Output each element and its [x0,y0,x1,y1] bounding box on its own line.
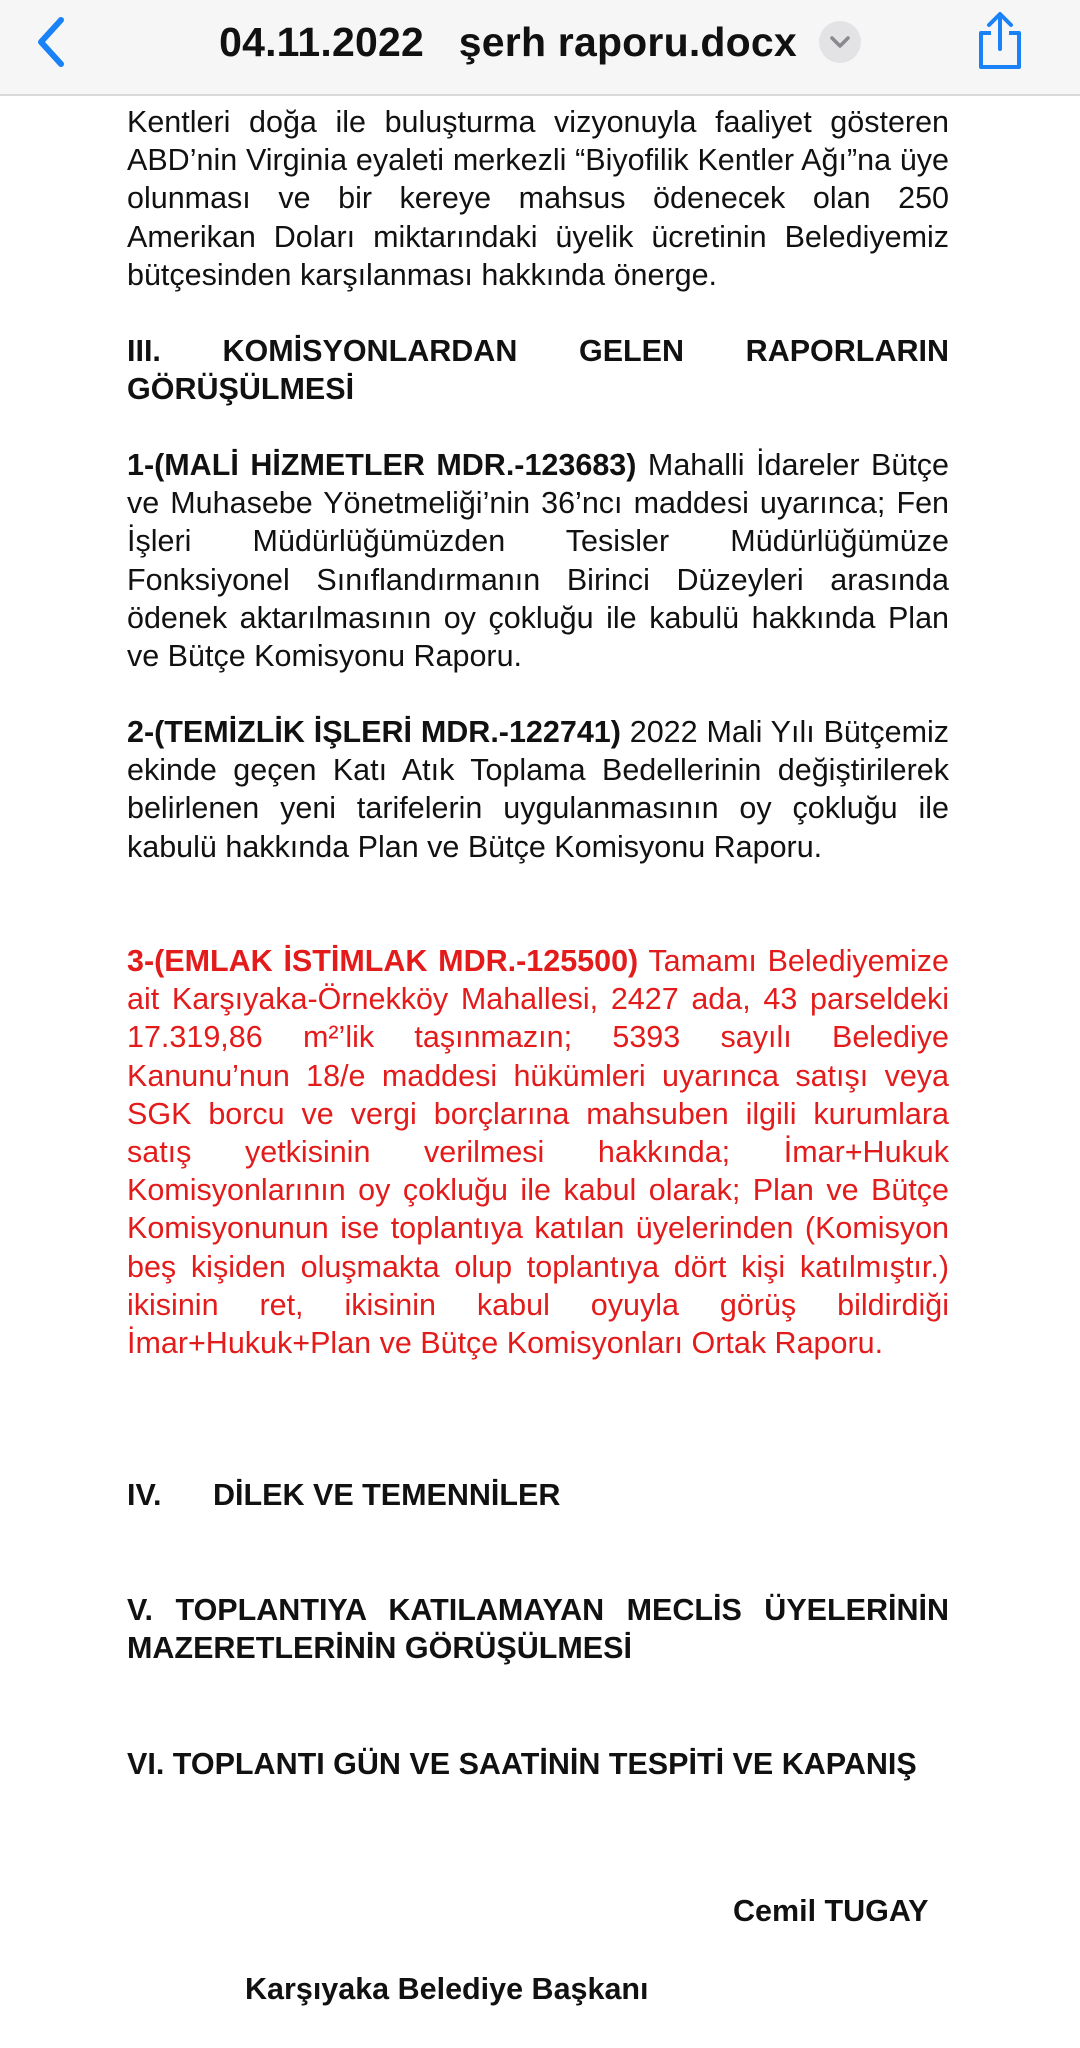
agenda-item-2-text: 2022 Mali Yılı Bütçemiz ekinde geçen Katı Atık Toplama Bedellerinin değiştirilerek belirlenen yeni tarifelerin uygulanmasının oy çokluğu ile kabulü hakkında Plan ve Bütçe Komisyonu Raporu. [127,715,950,864]
agenda-item-1 [127,446,949,675]
agenda-item-3 [127,942,949,1362]
agenda-item-1-code: 1-(MALİ HİZMETLER MDR.-123683) [127,448,637,482]
chevron-down-icon [829,35,851,49]
document-title-area[interactable] [200,12,880,72]
section-v-heading: V. TOPLANTIYA KATILAMAYAN MECLİS ÜYELERİNİN MAZERETLERİNİN GÖRÜŞÜLMESİ [127,1593,949,1666]
agenda-item-1-text: Mahalli İdareler Bütçe ve Muhasebe Yönetmeliği’nin 36’ncı maddesi uyarınca; Fen İşleri Müdürlüğümüzden Tesisler Müdürlüğümüze Fonksiyonel Sınıflandırmanın Birinci Düzeyleri arasında ödenek aktarılmasının oy çokluğu ile kabulü hakkında Plan ve Bütçe Komisyonu Raporu. [127,448,950,674]
agenda-item-2 [127,713,949,866]
signature-title: Karşıyaka Belediye Başkanı [245,1972,649,2006]
section-iii-heading: III. KOMİSYONLARDAN GELEN RAPORLARIN GÖRÜŞÜLMESİ [127,334,949,407]
section-vi-heading: VI. TOPLANTI GÜN VE SAATİNİN TESPİTİ VE KAPANIŞ [127,1747,917,1781]
share-button[interactable] [970,8,1030,74]
top-toolbar [0,0,1080,96]
back-button[interactable] [26,14,76,70]
agenda-item-3-code: 3-(EMLAK İSTİMLAK MDR.-125500) [127,944,639,978]
signature-name: Cemil TUGAY [733,1894,929,1928]
section-iv-heading [127,1476,949,1514]
agenda-item-2-code: 2-(TEMİZLİK İŞLERİ MDR.-122741) [127,715,621,749]
section-iv-title: DİLEK VE TEMENNİLER [213,1478,561,1512]
share-icon [974,9,1026,73]
chevron-left-icon [35,16,67,68]
agenda-item-3-text: Tamamı Belediyemize ait Karşıyaka-Örnekköy Mahallesi, 2427 ada, 43 parseldeki 17.319,86 m²’lik taşınmazın; 5393 sayılı Belediye Kanunu’nun 18/e maddesi hükümleri uyarınca satışı veya SGK borcu ve vergi borçlarına mahsuben ilgili kurumlara satış yetkisinin verilmesi hakkında; İmar+Hukuk Komisyonlarının oy çokluğu ile kabul olarak; Plan ve Bütçe Komisyonunun ise toplantıya katılan üyelerinden (Komisyon beş kişiden oluşmakta olup toplantıya dört kişi katılmıştır.) ikisinin ret, ikisinin kabul oyuyla görüş bildirdiği İmar+Hukuk+Plan ve Bütçe Komisyonları Ortak Raporu. [127,944,949,1361]
section-iv-number: IV. [127,1478,162,1512]
intro-paragraph: Kentleri doğa ile buluşturma vizyonuyla faaliyet gösteren ABD’nin Virginia eyaleti merkezli “Biyofilik Kentler Ağı”na üye olunması ve bir kereye mahsus ödenecek olan 250 Amerikan Doları miktarındaki üyelik ücretinin Belediyemiz bütçesinden karşılanması hakkında önerge. [127,105,949,292]
document-title: 04.11.2022 şerh raporu.docx [219,18,797,65]
title-menu-button[interactable] [819,21,861,63]
